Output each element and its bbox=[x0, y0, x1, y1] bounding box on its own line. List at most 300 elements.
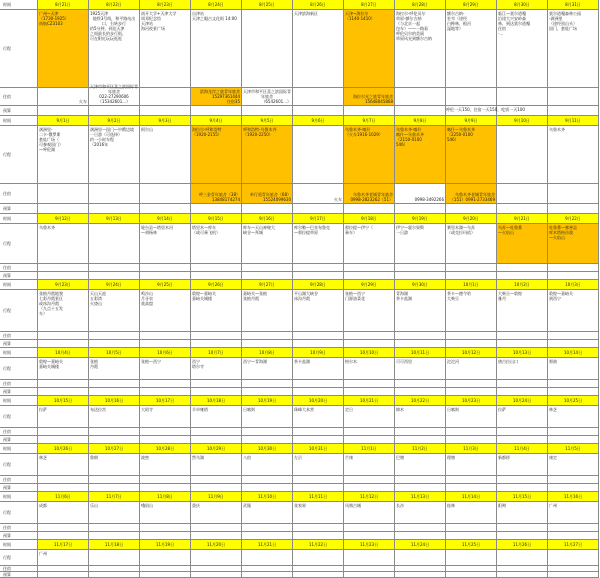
date-cell[interactable]: 10月28日 bbox=[140, 444, 191, 454]
date-cell[interactable]: 9月11日 bbox=[548, 116, 599, 126]
route-cell[interactable] bbox=[548, 406, 599, 428]
budget-cell[interactable] bbox=[191, 572, 242, 578]
accommodation-cell[interactable] bbox=[548, 428, 599, 436]
accommodation-cell[interactable] bbox=[395, 88, 446, 106]
accommodation-cell[interactable] bbox=[89, 428, 140, 436]
budget-cell[interactable] bbox=[548, 572, 599, 578]
date-cell[interactable]: 9月15日 bbox=[191, 214, 242, 224]
budget-cell[interactable] bbox=[446, 272, 497, 280]
budget-cell[interactable] bbox=[191, 436, 242, 444]
accommodation-cell[interactable] bbox=[344, 88, 395, 106]
date-cell[interactable]: 8月24日 bbox=[191, 0, 242, 10]
accommodation-cell[interactable] bbox=[89, 264, 140, 272]
accommodation-cell[interactable] bbox=[344, 184, 395, 204]
route-cell[interactable] bbox=[38, 126, 89, 184]
budget-cell[interactable] bbox=[38, 106, 89, 116]
accommodation-cell[interactable] bbox=[395, 184, 446, 204]
budget-cell[interactable] bbox=[293, 484, 344, 492]
accommodation-cell[interactable] bbox=[395, 264, 446, 272]
budget-cell[interactable] bbox=[497, 388, 548, 396]
route-cell[interactable] bbox=[89, 290, 140, 332]
route-cell[interactable] bbox=[89, 358, 140, 380]
route-cell[interactable] bbox=[497, 550, 548, 566]
accommodation-cell[interactable] bbox=[446, 88, 497, 106]
accommodation-cell[interactable] bbox=[242, 88, 293, 106]
route-cell[interactable] bbox=[344, 550, 395, 566]
date-cell[interactable]: 11月25日 bbox=[446, 540, 497, 550]
budget-cell[interactable] bbox=[140, 484, 191, 492]
budget-cell[interactable] bbox=[38, 436, 89, 444]
budget-cell[interactable] bbox=[293, 204, 344, 214]
budget-cell[interactable] bbox=[446, 204, 497, 214]
date-cell[interactable]: 11月19日 bbox=[140, 540, 191, 550]
budget-cell[interactable] bbox=[293, 340, 344, 348]
accommodation-cell[interactable] bbox=[242, 524, 293, 532]
accommodation-cell[interactable] bbox=[293, 428, 344, 436]
date-cell[interactable]: 8月25日 bbox=[242, 0, 293, 10]
date-cell[interactable]: 9月30日 bbox=[395, 280, 446, 290]
date-cell[interactable]: 10月14日 bbox=[548, 348, 599, 358]
route-cell[interactable] bbox=[548, 454, 599, 476]
budget-cell[interactable] bbox=[548, 388, 599, 396]
date-cell[interactable]: 11月27日 bbox=[548, 540, 599, 550]
date-cell[interactable]: 10月4日 bbox=[38, 348, 89, 358]
budget-cell[interactable] bbox=[140, 436, 191, 444]
date-cell[interactable]: 11月13日 bbox=[395, 492, 446, 502]
date-cell[interactable]: 10月25日 bbox=[548, 396, 599, 406]
date-cell[interactable]: 11月24日 bbox=[395, 540, 446, 550]
date-cell[interactable]: 9月18日 bbox=[344, 214, 395, 224]
budget-cell[interactable] bbox=[191, 484, 242, 492]
budget-cell[interactable] bbox=[548, 532, 599, 540]
accommodation-cell[interactable] bbox=[293, 88, 344, 106]
accommodation-cell[interactable] bbox=[344, 524, 395, 532]
budget-cell[interactable] bbox=[140, 572, 191, 578]
accommodation-cell[interactable] bbox=[446, 184, 497, 204]
route-cell[interactable] bbox=[293, 406, 344, 428]
route-cell[interactable] bbox=[38, 550, 89, 566]
route-cell[interactable] bbox=[344, 126, 395, 184]
route-cell[interactable] bbox=[548, 126, 599, 184]
budget-cell[interactable] bbox=[89, 106, 140, 116]
budget-cell[interactable] bbox=[38, 572, 89, 578]
route-cell[interactable] bbox=[548, 10, 599, 88]
date-cell[interactable]: 9月19日 bbox=[395, 214, 446, 224]
date-cell[interactable]: 10月21日 bbox=[344, 396, 395, 406]
date-cell[interactable]: 8月26日 bbox=[293, 0, 344, 10]
accommodation-cell[interactable] bbox=[89, 84, 140, 106]
accommodation-cell[interactable] bbox=[140, 476, 191, 484]
date-cell[interactable]: 9月20日 bbox=[446, 214, 497, 224]
budget-cell[interactable] bbox=[89, 484, 140, 492]
date-cell[interactable]: 10月27日 bbox=[89, 444, 140, 454]
route-cell[interactable] bbox=[497, 290, 548, 332]
accommodation-cell[interactable] bbox=[191, 264, 242, 272]
date-cell[interactable]: 11月23日 bbox=[344, 540, 395, 550]
budget-cell[interactable] bbox=[497, 272, 548, 280]
date-cell[interactable]: 11月2日 bbox=[395, 444, 446, 454]
accommodation-cell[interactable] bbox=[395, 380, 446, 388]
accommodation-cell[interactable] bbox=[344, 264, 395, 272]
route-cell[interactable] bbox=[38, 502, 89, 524]
date-cell[interactable]: 10月8日 bbox=[242, 348, 293, 358]
route-cell[interactable] bbox=[497, 406, 548, 428]
budget-cell[interactable] bbox=[548, 484, 599, 492]
route-cell[interactable] bbox=[89, 502, 140, 524]
date-cell[interactable]: 11月4日 bbox=[497, 444, 548, 454]
budget-cell[interactable] bbox=[548, 340, 599, 348]
accommodation-cell[interactable] bbox=[548, 332, 599, 340]
date-cell[interactable]: 9月24日 bbox=[89, 280, 140, 290]
accommodation-cell[interactable] bbox=[89, 380, 140, 388]
route-cell[interactable] bbox=[242, 224, 293, 264]
route-cell[interactable] bbox=[242, 10, 293, 88]
budget-cell[interactable] bbox=[344, 436, 395, 444]
route-cell[interactable] bbox=[89, 406, 140, 428]
date-cell[interactable]: 11月10日 bbox=[242, 492, 293, 502]
accommodation-cell[interactable] bbox=[395, 476, 446, 484]
budget-cell[interactable] bbox=[191, 388, 242, 396]
route-cell[interactable] bbox=[140, 10, 191, 88]
route-cell[interactable] bbox=[344, 358, 395, 380]
route-cell[interactable] bbox=[140, 126, 191, 184]
route-cell[interactable] bbox=[446, 406, 497, 428]
date-cell[interactable]: 10月11日 bbox=[395, 348, 446, 358]
budget-cell[interactable] bbox=[548, 106, 599, 116]
date-cell[interactable]: 10月20日 bbox=[293, 396, 344, 406]
accommodation-cell[interactable] bbox=[38, 88, 89, 106]
date-cell[interactable]: 11月7日 bbox=[89, 492, 140, 502]
budget-cell[interactable] bbox=[242, 204, 293, 214]
accommodation-cell[interactable] bbox=[446, 524, 497, 532]
budget-cell[interactable] bbox=[446, 340, 497, 348]
route-cell[interactable] bbox=[38, 406, 89, 428]
date-cell[interactable]: 8月21日 bbox=[38, 0, 89, 10]
budget-cell[interactable] bbox=[395, 484, 446, 492]
accommodation-cell[interactable] bbox=[497, 476, 548, 484]
date-cell[interactable]: 9月14日 bbox=[140, 214, 191, 224]
budget-cell[interactable] bbox=[395, 106, 446, 116]
date-cell[interactable]: 9月22日 bbox=[548, 214, 599, 224]
budget-cell[interactable] bbox=[89, 532, 140, 540]
route-cell[interactable] bbox=[344, 502, 395, 524]
route-cell[interactable] bbox=[140, 550, 191, 566]
accommodation-cell[interactable] bbox=[89, 524, 140, 532]
budget-cell[interactable] bbox=[242, 340, 293, 348]
route-cell[interactable] bbox=[548, 502, 599, 524]
accommodation-cell[interactable] bbox=[344, 476, 395, 484]
route-cell[interactable] bbox=[89, 126, 140, 184]
date-cell[interactable]: 9月7日 bbox=[344, 116, 395, 126]
route-cell[interactable] bbox=[191, 290, 242, 332]
accommodation-cell[interactable] bbox=[191, 332, 242, 340]
budget-cell[interactable] bbox=[242, 532, 293, 540]
route-cell[interactable] bbox=[446, 358, 497, 380]
accommodation-cell[interactable] bbox=[293, 332, 344, 340]
date-cell[interactable]: 10月17日 bbox=[140, 396, 191, 406]
date-cell[interactable]: 11月6日 bbox=[38, 492, 89, 502]
accommodation-cell[interactable] bbox=[293, 476, 344, 484]
date-cell[interactable]: 9月2日 bbox=[89, 116, 140, 126]
route-cell[interactable] bbox=[548, 224, 599, 264]
date-cell[interactable]: 11月21日 bbox=[242, 540, 293, 550]
budget-cell[interactable] bbox=[38, 340, 89, 348]
accommodation-cell[interactable] bbox=[242, 380, 293, 388]
accommodation-cell[interactable] bbox=[446, 428, 497, 436]
accommodation-cell[interactable] bbox=[548, 380, 599, 388]
route-cell[interactable] bbox=[89, 224, 140, 264]
date-cell[interactable]: 9月1日 bbox=[38, 116, 89, 126]
accommodation-cell[interactable] bbox=[548, 524, 599, 532]
budget-cell[interactable] bbox=[395, 388, 446, 396]
budget-cell[interactable] bbox=[38, 204, 89, 214]
accommodation-cell[interactable] bbox=[38, 264, 89, 272]
accommodation-cell[interactable] bbox=[395, 428, 446, 436]
date-cell[interactable]: 11月11日 bbox=[293, 492, 344, 502]
budget-cell[interactable] bbox=[395, 272, 446, 280]
date-cell[interactable]: 10月29日 bbox=[191, 444, 242, 454]
route-cell[interactable] bbox=[191, 126, 242, 184]
route-cell[interactable] bbox=[89, 454, 140, 476]
budget-cell[interactable] bbox=[38, 272, 89, 280]
date-cell[interactable]: 10月26日 bbox=[38, 444, 89, 454]
budget-cell[interactable] bbox=[38, 484, 89, 492]
accommodation-cell[interactable] bbox=[344, 428, 395, 436]
date-cell[interactable]: 11月9日 bbox=[191, 492, 242, 502]
budget-cell[interactable] bbox=[497, 532, 548, 540]
route-cell[interactable] bbox=[293, 126, 344, 184]
route-cell[interactable] bbox=[191, 224, 242, 264]
accommodation-cell[interactable] bbox=[242, 332, 293, 340]
date-cell[interactable]: 10月7日 bbox=[191, 348, 242, 358]
budget-cell[interactable] bbox=[446, 436, 497, 444]
route-cell[interactable] bbox=[446, 290, 497, 332]
route-cell[interactable] bbox=[446, 502, 497, 524]
budget-cell[interactable] bbox=[293, 572, 344, 578]
budget-cell[interactable] bbox=[344, 272, 395, 280]
accommodation-cell[interactable] bbox=[395, 332, 446, 340]
route-cell[interactable] bbox=[293, 224, 344, 264]
accommodation-cell[interactable] bbox=[497, 380, 548, 388]
budget-cell[interactable] bbox=[344, 106, 395, 116]
budget-cell[interactable] bbox=[191, 532, 242, 540]
date-cell[interactable]: 10月10日 bbox=[344, 348, 395, 358]
accommodation-cell[interactable] bbox=[344, 380, 395, 388]
route-cell[interactable] bbox=[140, 358, 191, 380]
route-cell[interactable] bbox=[446, 224, 497, 264]
date-cell[interactable]: 11月1日 bbox=[344, 444, 395, 454]
budget-cell[interactable] bbox=[548, 272, 599, 280]
date-cell[interactable]: 9月28日 bbox=[293, 280, 344, 290]
budget-cell[interactable] bbox=[446, 572, 497, 578]
route-cell[interactable] bbox=[242, 126, 293, 184]
budget-cell[interactable] bbox=[344, 532, 395, 540]
date-cell[interactable]: 11月5日 bbox=[548, 444, 599, 454]
budget-cell[interactable] bbox=[89, 572, 140, 578]
route-cell[interactable] bbox=[191, 10, 242, 88]
date-cell[interactable]: 11月15日 bbox=[497, 492, 548, 502]
date-cell[interactable]: 11月16日 bbox=[548, 492, 599, 502]
accommodation-cell[interactable] bbox=[140, 380, 191, 388]
accommodation-cell[interactable] bbox=[548, 184, 599, 204]
route-cell[interactable] bbox=[242, 502, 293, 524]
accommodation-cell[interactable] bbox=[191, 476, 242, 484]
route-cell[interactable] bbox=[293, 550, 344, 566]
date-cell[interactable]: 10月5日 bbox=[89, 348, 140, 358]
route-cell[interactable] bbox=[446, 10, 497, 88]
date-cell[interactable]: 9月13日 bbox=[89, 214, 140, 224]
budget-cell[interactable] bbox=[395, 532, 446, 540]
accommodation-cell[interactable] bbox=[395, 524, 446, 532]
route-cell[interactable] bbox=[89, 10, 140, 88]
budget-cell[interactable] bbox=[191, 340, 242, 348]
budget-cell[interactable] bbox=[395, 340, 446, 348]
budget-cell[interactable] bbox=[446, 388, 497, 396]
route-cell[interactable] bbox=[38, 358, 89, 380]
route-cell[interactable] bbox=[548, 290, 599, 332]
budget-cell[interactable] bbox=[89, 204, 140, 214]
date-cell[interactable]: 11月17日 bbox=[38, 540, 89, 550]
budget-cell[interactable] bbox=[395, 204, 446, 214]
budget-cell[interactable] bbox=[140, 388, 191, 396]
accommodation-cell[interactable] bbox=[140, 264, 191, 272]
accommodation-cell[interactable] bbox=[548, 88, 599, 106]
accommodation-cell[interactable] bbox=[140, 88, 191, 106]
route-cell[interactable] bbox=[191, 358, 242, 380]
date-cell[interactable]: 10月22日 bbox=[395, 396, 446, 406]
route-cell[interactable] bbox=[497, 358, 548, 380]
route-cell[interactable] bbox=[191, 502, 242, 524]
route-cell[interactable] bbox=[242, 550, 293, 566]
budget-cell[interactable] bbox=[242, 572, 293, 578]
date-cell[interactable]: 10月9日 bbox=[293, 348, 344, 358]
route-cell[interactable] bbox=[344, 290, 395, 332]
date-cell[interactable]: 9月25日 bbox=[140, 280, 191, 290]
date-cell[interactable]: 11月3日 bbox=[446, 444, 497, 454]
budget-cell[interactable] bbox=[548, 436, 599, 444]
budget-cell[interactable] bbox=[293, 106, 344, 116]
route-cell[interactable] bbox=[395, 454, 446, 476]
accommodation-cell[interactable] bbox=[497, 524, 548, 532]
route-cell[interactable] bbox=[38, 224, 89, 264]
route-cell[interactable] bbox=[242, 290, 293, 332]
budget-cell[interactable] bbox=[497, 484, 548, 492]
accommodation-cell[interactable] bbox=[293, 380, 344, 388]
budget-cell[interactable] bbox=[140, 532, 191, 540]
date-cell[interactable]: 9月26日 bbox=[191, 280, 242, 290]
budget-cell[interactable] bbox=[89, 436, 140, 444]
budget-cell[interactable] bbox=[89, 340, 140, 348]
date-cell[interactable]: 10月6日 bbox=[140, 348, 191, 358]
accommodation-cell[interactable] bbox=[191, 88, 242, 106]
accommodation-cell[interactable] bbox=[140, 332, 191, 340]
budget-cell[interactable] bbox=[242, 484, 293, 492]
route-cell[interactable] bbox=[344, 10, 395, 88]
accommodation-cell[interactable] bbox=[548, 476, 599, 484]
accommodation-cell[interactable] bbox=[38, 524, 89, 532]
route-cell[interactable] bbox=[242, 358, 293, 380]
budget-cell[interactable] bbox=[344, 484, 395, 492]
accommodation-cell[interactable] bbox=[497, 88, 548, 106]
route-cell[interactable] bbox=[395, 10, 446, 88]
accommodation-cell[interactable] bbox=[38, 332, 89, 340]
date-cell[interactable]: 8月28日 bbox=[395, 0, 446, 10]
budget-cell[interactable] bbox=[497, 572, 548, 578]
budget-cell[interactable] bbox=[497, 204, 548, 214]
route-cell[interactable] bbox=[497, 126, 548, 184]
accommodation-cell[interactable] bbox=[344, 332, 395, 340]
route-cell[interactable] bbox=[497, 224, 548, 264]
date-cell[interactable]: 9月10日 bbox=[497, 116, 548, 126]
route-cell[interactable] bbox=[140, 224, 191, 264]
route-cell[interactable] bbox=[395, 358, 446, 380]
date-cell[interactable]: 9月5日 bbox=[242, 116, 293, 126]
accommodation-cell[interactable] bbox=[191, 524, 242, 532]
budget-cell[interactable] bbox=[140, 204, 191, 214]
accommodation-cell[interactable] bbox=[446, 380, 497, 388]
route-cell[interactable] bbox=[89, 550, 140, 566]
accommodation-cell[interactable] bbox=[497, 264, 548, 272]
date-cell[interactable]: 9月17日 bbox=[293, 214, 344, 224]
budget-cell[interactable] bbox=[344, 388, 395, 396]
budget-cell[interactable] bbox=[497, 436, 548, 444]
date-cell[interactable]: 10月30日 bbox=[242, 444, 293, 454]
accommodation-cell[interactable] bbox=[446, 332, 497, 340]
accommodation-cell[interactable] bbox=[293, 184, 344, 204]
date-cell[interactable]: 10月13日 bbox=[497, 348, 548, 358]
route-cell[interactable] bbox=[293, 290, 344, 332]
route-cell[interactable] bbox=[293, 358, 344, 380]
date-cell[interactable]: 9月12日 bbox=[38, 214, 89, 224]
budget-cell[interactable] bbox=[293, 532, 344, 540]
route-cell[interactable] bbox=[140, 502, 191, 524]
route-cell[interactable] bbox=[140, 290, 191, 332]
accommodation-cell[interactable] bbox=[191, 428, 242, 436]
date-cell[interactable]: 11月26日 bbox=[497, 540, 548, 550]
accommodation-cell[interactable] bbox=[38, 184, 89, 204]
budget-cell[interactable] bbox=[446, 484, 497, 492]
route-cell[interactable] bbox=[344, 406, 395, 428]
date-cell[interactable]: 10月12日 bbox=[446, 348, 497, 358]
date-cell[interactable]: 10月24日 bbox=[497, 396, 548, 406]
route-cell[interactable] bbox=[293, 502, 344, 524]
date-cell[interactable]: 10月3日 bbox=[548, 280, 599, 290]
accommodation-cell[interactable] bbox=[140, 184, 191, 204]
route-cell[interactable] bbox=[344, 454, 395, 476]
accommodation-cell[interactable] bbox=[38, 428, 89, 436]
date-cell[interactable]: 8月30日 bbox=[497, 0, 548, 10]
route-cell[interactable] bbox=[446, 126, 497, 184]
route-cell[interactable] bbox=[395, 502, 446, 524]
accommodation-cell[interactable] bbox=[497, 332, 548, 340]
budget-cell[interactable] bbox=[395, 436, 446, 444]
budget-cell[interactable] bbox=[395, 572, 446, 578]
accommodation-cell[interactable] bbox=[242, 428, 293, 436]
budget-cell[interactable] bbox=[293, 388, 344, 396]
budget-cell[interactable] bbox=[38, 532, 89, 540]
route-cell[interactable] bbox=[140, 454, 191, 476]
budget-cell[interactable] bbox=[242, 106, 293, 116]
date-cell[interactable]: 10月23日 bbox=[446, 396, 497, 406]
budget-cell[interactable] bbox=[344, 340, 395, 348]
date-cell[interactable]: 9月8日 bbox=[395, 116, 446, 126]
route-cell[interactable] bbox=[548, 358, 599, 380]
route-cell[interactable] bbox=[38, 454, 89, 476]
accommodation-cell[interactable] bbox=[446, 264, 497, 272]
date-cell[interactable]: 8月22日 bbox=[89, 0, 140, 10]
date-cell[interactable]: 10月1日 bbox=[446, 280, 497, 290]
accommodation-cell[interactable] bbox=[38, 476, 89, 484]
